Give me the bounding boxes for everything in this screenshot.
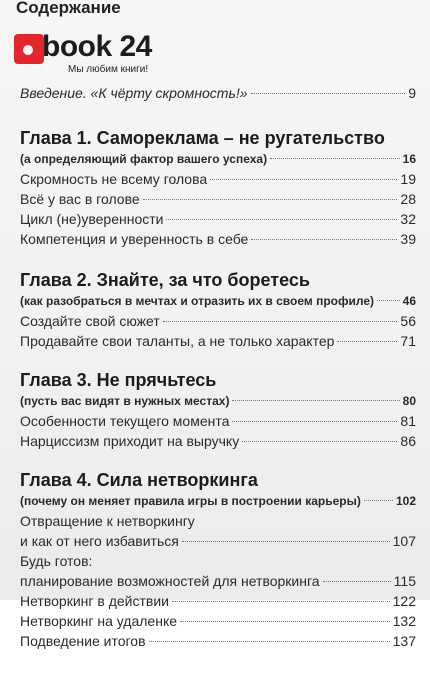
chapter-title: Глава 1. Самореклама – не ругательство <box>20 128 385 148</box>
entry-title: (а определяющий фактор вашего успеха) <box>20 152 268 166</box>
entry-title: Всё у вас в голове <box>20 191 140 207</box>
dot-leader <box>149 641 390 642</box>
entry-page: 32 <box>400 211 416 227</box>
toc-entry <box>20 411 416 431</box>
chapter-title: Глава 4. Сила нетворкинга <box>20 470 258 490</box>
toc-intro-entry <box>20 83 416 103</box>
logo-wordmark: book 24 <box>42 30 152 63</box>
entry-page: 80 <box>402 394 416 408</box>
entry-title: и как от него избавиться <box>20 533 179 549</box>
entry-page: 102 <box>395 494 416 508</box>
dot-leader <box>242 441 397 442</box>
toc-entry <box>20 531 416 551</box>
entry-title: Подведение итогов <box>20 633 146 649</box>
dot-leader <box>270 158 400 159</box>
dot-leader <box>232 421 397 422</box>
entry-page: 122 <box>392 593 416 609</box>
toc-entry <box>20 431 416 451</box>
entry-title: (пусть вас видят в нужных местах) <box>20 394 230 408</box>
chapter-subtitle-entry <box>20 291 416 311</box>
entry-page: 81 <box>400 413 416 429</box>
toc-entry <box>20 631 416 651</box>
dot-leader <box>251 239 397 240</box>
toc-entry <box>20 571 416 591</box>
toc-entry <box>20 189 416 209</box>
entry-page: 39 <box>400 231 416 247</box>
dot-leader <box>172 601 390 602</box>
entry-title: Нарциссизм приходит на выручку <box>20 433 240 449</box>
entry-title: Введение. «К чёрту скромность!» <box>20 85 248 101</box>
toc-entry <box>20 229 416 249</box>
entry-page: 46 <box>402 294 416 308</box>
chapter-subtitle-entry <box>20 491 416 511</box>
entry-title: Цикл (не)уверенности <box>20 211 164 227</box>
chapter-subtitle-entry <box>20 149 416 169</box>
dot-leader <box>180 621 390 622</box>
chapter-title: Глава 2. Знайте, за что боретесь <box>20 270 310 290</box>
dot-leader <box>182 541 390 542</box>
logo-tagline: Мы любим книги! <box>68 64 149 75</box>
chapter-subtitle-entry <box>20 391 416 411</box>
entry-title: Продавайте свои таланты, а не только характер <box>20 333 335 349</box>
entry-page: 56 <box>400 313 416 329</box>
entry-title: (почему он меняет правила игры в построении карьеры) <box>20 494 361 508</box>
toc-entry <box>20 611 416 631</box>
table-of-contents <box>20 83 416 651</box>
dot-leader <box>251 93 406 94</box>
entry-title: Компетенция и уверенность в себе <box>20 231 249 247</box>
entry-page: 107 <box>392 533 416 549</box>
toc-entry <box>20 311 416 331</box>
dot-leader <box>364 500 393 501</box>
toc-entry <box>20 331 416 351</box>
entry-title: Создайте свой сюжет <box>20 313 160 329</box>
entry-page: 28 <box>400 191 416 207</box>
entry-page: 71 <box>400 333 416 349</box>
entry-title-line: Отвращение к нетворкингу <box>20 513 195 529</box>
entry-page: 19 <box>400 171 416 187</box>
entry-page: 86 <box>400 433 416 449</box>
entry-page: 137 <box>392 633 416 649</box>
book24-logo-icon <box>14 34 44 64</box>
dot-leader <box>377 300 400 301</box>
chapter-title: Глава 3. Не прячьтесь <box>20 370 217 390</box>
entry-page: 132 <box>392 613 416 629</box>
dot-leader <box>337 341 397 342</box>
entry-page: 16 <box>402 152 416 166</box>
book24-logo[interactable] <box>14 30 164 75</box>
entry-title: планирование возможностей для нетворкинга <box>20 573 320 589</box>
toc-entry <box>20 591 416 611</box>
entry-title: Нетворкинг на удаленке <box>20 613 178 629</box>
entry-title: Особенности текущего момента <box>20 413 230 429</box>
page-title: Содержание <box>16 0 121 17</box>
entry-title-line: Будь готов: <box>20 553 93 569</box>
dot-leader <box>232 400 399 401</box>
dot-leader <box>166 219 397 220</box>
entry-page: 115 <box>393 573 416 589</box>
entry-page: 9 <box>408 85 416 101</box>
dot-leader <box>143 199 398 200</box>
toc-entry <box>20 209 416 229</box>
entry-title: Нетворкинг в действии <box>20 593 169 609</box>
dot-leader <box>210 179 397 180</box>
toc-entry <box>20 169 416 189</box>
dot-leader <box>163 321 398 322</box>
entry-title: (как разобраться в мечтах и отразить их в своем профиле) <box>20 294 374 308</box>
entry-title: Скромность не всему голова <box>20 171 208 187</box>
dot-leader <box>323 581 391 582</box>
